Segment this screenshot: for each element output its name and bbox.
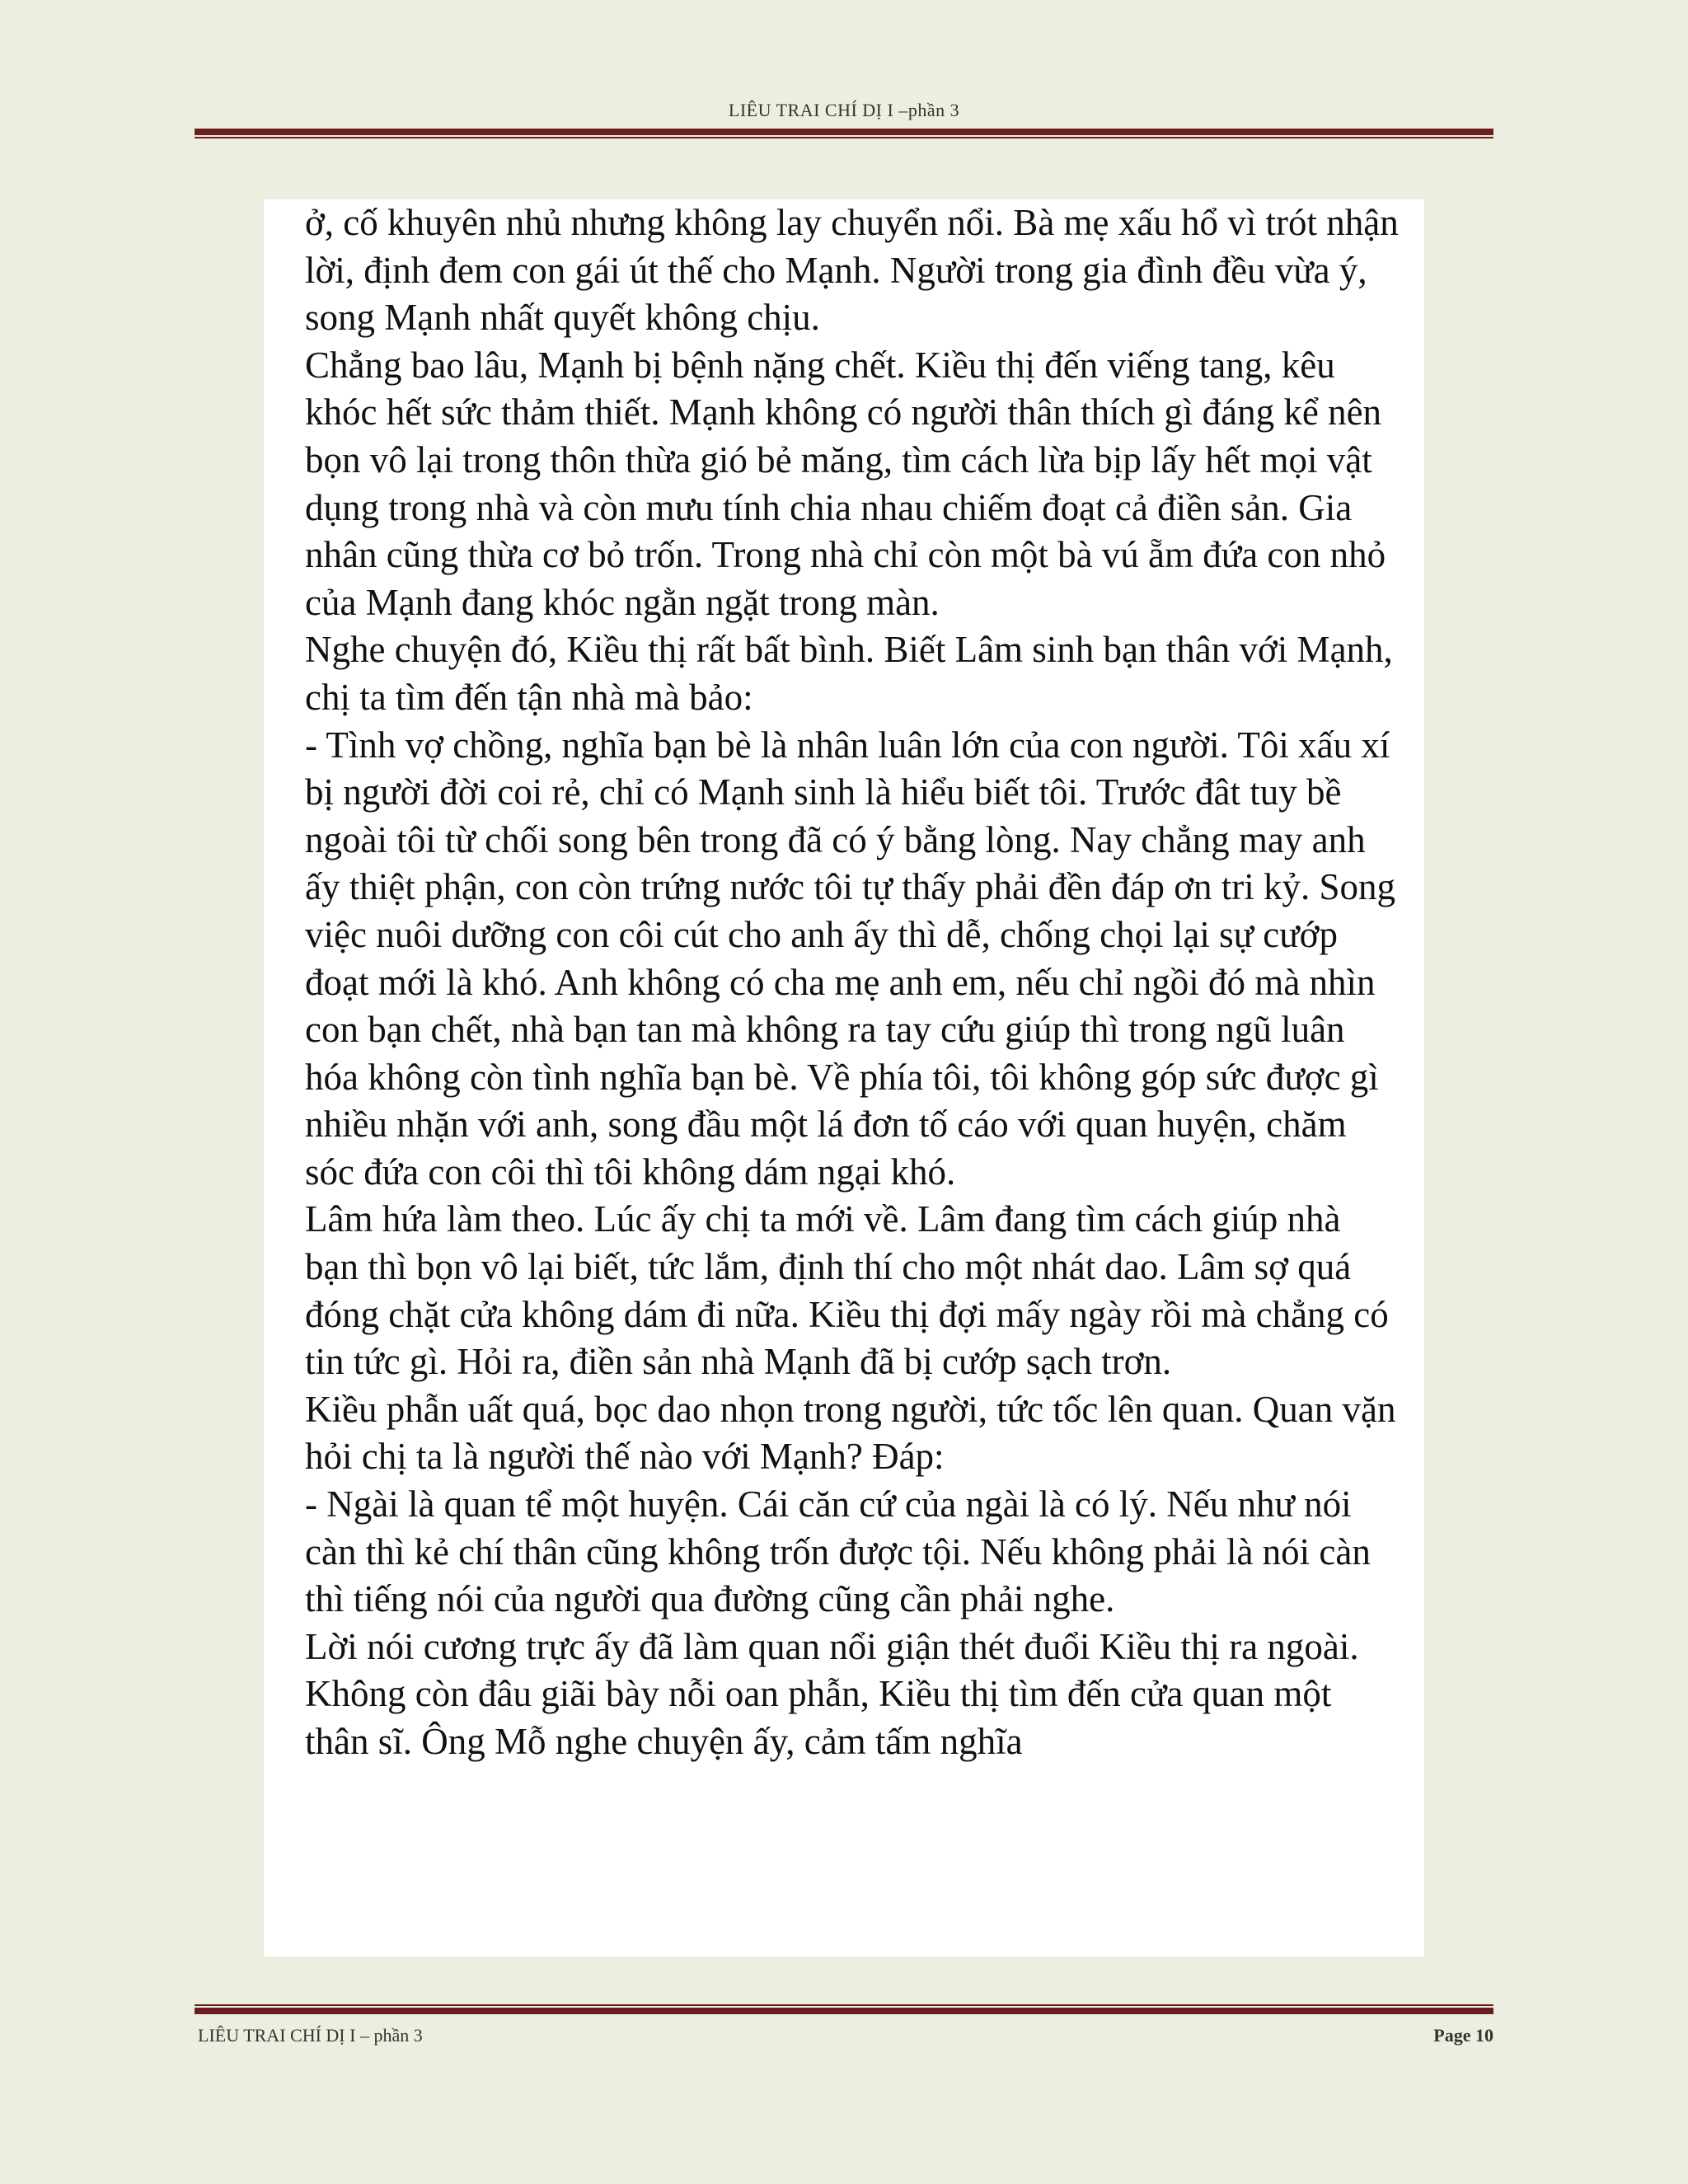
paragraph-6: Kiều phẫn uất quá, bọc dao nhọn trong người, tức tốc lên quan. Quan vặn hỏi chị ta là người thế nào với Mạnh? Đáp: <box>305 1388 1396 1478</box>
page-body <box>264 199 1424 1957</box>
footer-title: LIÊU TRAI CHÍ DỊ I – phần 3 <box>198 2025 423 2046</box>
footer-rule-thin <box>195 2004 1493 2006</box>
paragraph-7: - Ngài là quan tể một huyện. Cái căn cứ của ngài là có lý. Nếu như nói càn thì kẻ chí thân cũng không trốn được tội. Nếu không phải là nói càn thì tiếng nói của người qua đường cũng cần phải nghe. <box>305 1483 1371 1620</box>
header-rule <box>195 129 1493 138</box>
page-number: Page 10 <box>1433 2025 1493 2046</box>
paragraph-4: - Tình vợ chồng, nghĩa bạn bè là nhân luân lớn của con người. Tôi xấu xí bị người đời coi rẻ, chỉ có Mạnh sinh là hiểu biết tôi. Trước đât tuy bề ngoài tôi từ chối song bên trong đã có ý bằng lòng. Nay chẳng may anh ấy thiệt phận, con còn trứng nước tôi tự thấy phải đền đáp ơn tri kỷ. Song việc nuôi dưỡng con côi cút cho anh ấy thì dễ, chống chọi lại sự cướp đoạt mới là khó. Anh không có cha mẹ anh em, nếu chỉ ngồi đó mà nhìn con bạn chết, nhà bạn tan mà không ra tay cứu giúp thì trong ngũ luân hóa không còn tình nghĩa bạn bè. Về phía tôi, tôi không góp sức được gì nhiều nhặn với anh, song đầu một lá đơn tố cáo với quan huyện, chăm sóc đứa con côi thì tôi không dám ngại khó. <box>305 724 1396 1193</box>
paragraph-1: ở, cố khuyên nhủ nhưng không lay chuyển nổi. Bà mẹ xấu hổ vì trót nhận lời, định đem con gái út thế cho Mạnh. Người trong gia đình đều vừa ý, song Mạnh nhất quyết không chịu. <box>305 202 1399 339</box>
footer-rule <box>195 2004 1493 2014</box>
header-rule-thick <box>195 129 1493 135</box>
page-footer <box>198 2021 1493 2050</box>
paragraph-5: Lâm hứa làm theo. Lúc ấy chị ta mới về. Lâm đang tìm cách giúp nhà bạn thì bọn vô lại biết, tức lắm, định thí cho một nhát dao. Lâm sợ quá đóng chặt cửa không dám đi nữa. Kiều thị đợi mấy ngày rồi mà chẳng có tin tức gì. Hỏi ra, điền sản nhà Mạnh đã bị cướp sạch trơn. <box>305 1198 1389 1383</box>
page-header: LIÊU TRAI CHÍ DỊ I –phần 3 <box>728 100 960 120</box>
footer-rule-thick <box>195 2008 1493 2014</box>
paragraph-2: Chẳng bao lâu, Mạnh bị bệnh nặng chết. Kiều thị đến viếng tang, kêu khóc hết sức thảm thiết. Mạnh không có người thân thích gì đáng kể nên bọn vô lại trong thôn thừa gió bẻ măng, tìm cách lừa bịp lấy hết mọi vật dụng trong nhà và còn mưu tính chia nhau chiếm đoạt cả điền sản. Gia nhân cũng thừa cơ bỏ trốn. Trong nhà chỉ còn một bà vú ẵm đứa con nhỏ của Mạnh đang khóc ngằn ngặt trong màn. <box>305 344 1386 623</box>
paragraph-8: Lời nói cương trực ấy đã làm quan nổi giận thét đuổi Kiều thị ra ngoài. Không còn đâu giãi bày nỗi oan phẫn, Kiều thị tìm đến cửa quan một thân sĩ. Ông Mỗ nghe chuyện ấy, cảm tấm nghĩa <box>305 1625 1359 1762</box>
header-rule-thin <box>195 137 1493 138</box>
paragraph-3: Nghe chuyện đó, Kiều thị rất bất bình. Biết Lâm sinh bạn thân với Mạnh, chị ta tìm đến tận nhà mà bảo: <box>305 629 1393 718</box>
